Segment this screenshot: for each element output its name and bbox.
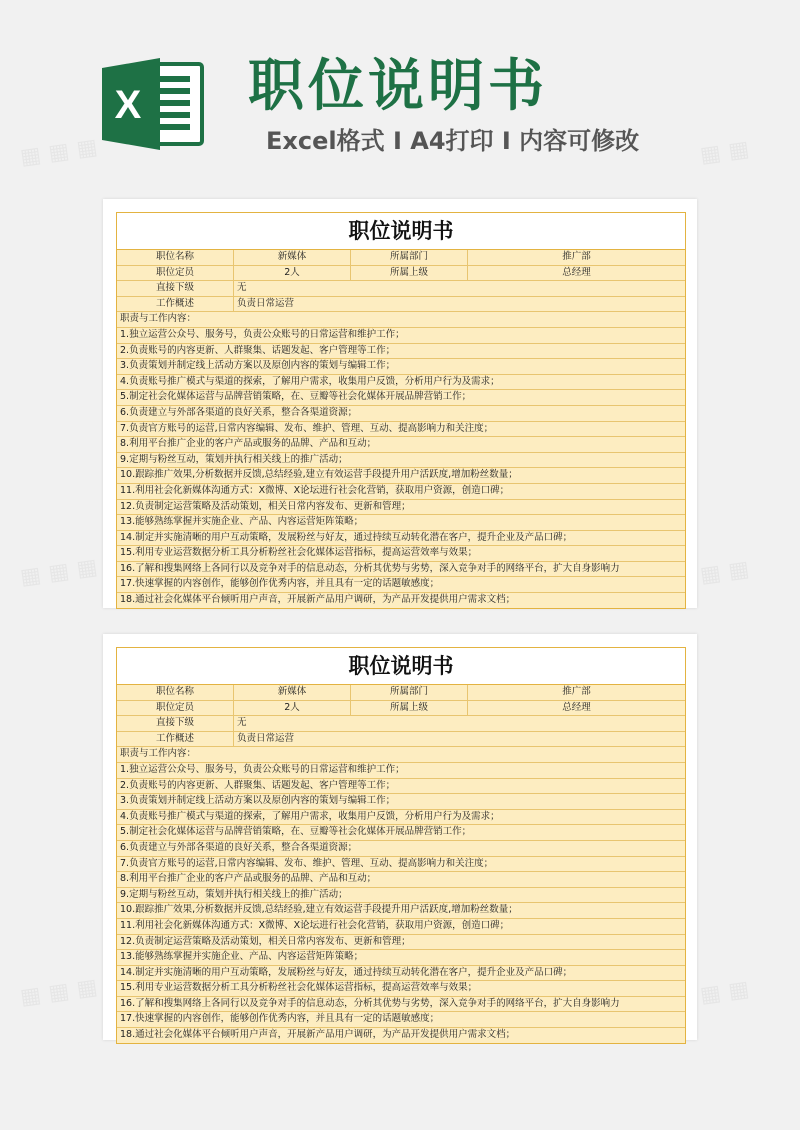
duty-text: 12.负责制定运营策略及活动策划，相关日常内容发布、更新和管理； xyxy=(120,500,411,512)
value-subordinate: 无 xyxy=(237,282,247,294)
sheet-preview-2 xyxy=(103,634,697,1040)
duty-text: 4.负责账号推广模式与渠道的探索，了解用户需求，收集用户反馈，分析用户行为及需求； xyxy=(120,375,500,387)
value-superior: 总经理 xyxy=(562,701,591,713)
duty-row xyxy=(117,763,685,779)
table-row xyxy=(117,716,685,732)
duty-row xyxy=(117,950,685,966)
duty-text: 1.独立运营公众号、服务号，负责公众账号的日常运营和维护工作； xyxy=(120,328,405,340)
duty-text: 9.定期与粉丝互动，策划并执行相关线上的推广活动； xyxy=(120,888,348,900)
duty-text: 17.快速掌握的内容创作，能够创作优秀内容，并且具有一定的话题敏感度； xyxy=(120,578,440,590)
excel-logo-icon xyxy=(102,56,206,152)
duty-text: 7.负责官方账号的运营,日常内容编辑、发布、维护、管理、互动、提高影响力和关注度； xyxy=(120,857,494,869)
duty-row xyxy=(117,825,685,841)
duty-text: 5.制定社会化媒体运营与品牌营销策略，在、豆瓣等社会化媒体开展品牌营销工作； xyxy=(120,826,472,838)
label-position-count: 职位定员 xyxy=(117,701,234,716)
duty-text: 1.独立运营公众号、服务号，负责公众账号的日常运营和维护工作； xyxy=(120,763,405,775)
duty-row xyxy=(117,903,685,919)
duty-text: 17.快速掌握的内容创作，能够创作优秀内容，并且具有一定的话题敏感度； xyxy=(120,1013,440,1025)
logo-letter: X xyxy=(114,83,142,127)
label-position-name: 职位名称 xyxy=(117,250,234,265)
duty-row xyxy=(117,981,685,997)
duty-row xyxy=(117,468,685,484)
table-row xyxy=(117,732,685,748)
label-overview: 工作概述 xyxy=(117,732,234,747)
value-overview: 负责日常运营 xyxy=(237,297,295,309)
duty-row xyxy=(117,546,685,562)
duty-row xyxy=(117,841,685,857)
duty-row xyxy=(117,359,685,375)
table-row xyxy=(117,685,685,701)
table-row xyxy=(117,701,685,717)
label-position-count: 职位定员 xyxy=(117,266,234,281)
duty-row xyxy=(117,437,685,453)
table-row xyxy=(117,281,685,297)
duty-row xyxy=(117,406,685,422)
duties-list-1 xyxy=(117,328,685,608)
value-subordinate: 无 xyxy=(237,717,247,729)
duty-text: 8.利用平台推广企业的客户产品或服务的品牌、产品和互动； xyxy=(120,438,377,450)
duty-text: 4.负责账号推广模式与渠道的探索，了解用户需求，收集用户反馈，分析用户行为及需求； xyxy=(120,810,500,822)
duty-text: 7.负责官方账号的运营,日常内容编辑、发布、维护、管理、互动、提高影响力和关注度； xyxy=(120,422,494,434)
table-row xyxy=(117,747,685,763)
table-row xyxy=(117,297,685,313)
watermark xyxy=(698,557,750,589)
duty-row xyxy=(117,810,685,826)
duty-text: 11.利用社会化新媒体沟通方式：X微博、X论坛进行社会化营销，获取用户资源，创造口碑； xyxy=(120,919,510,931)
duty-text: 12.负责制定运营策略及活动策划，相关日常内容发布、更新和管理； xyxy=(120,935,411,947)
table-row xyxy=(117,266,685,282)
duty-text: 15.利用专业运营数据分析工具分析粉丝社会化媒体运营指标，提高运营效率与效果； xyxy=(120,547,478,559)
value-position-name: 新媒体 xyxy=(234,685,351,700)
duty-row xyxy=(117,919,685,935)
label-overview: 工作概述 xyxy=(117,297,234,312)
duty-row xyxy=(117,562,685,578)
duty-row xyxy=(117,453,685,469)
duty-row xyxy=(117,422,685,438)
duties-list-2 xyxy=(117,763,685,1043)
duty-row xyxy=(117,328,685,344)
duty-row xyxy=(117,593,685,608)
duty-text: 8.利用平台推广企业的客户产品或服务的品牌、产品和互动； xyxy=(120,873,377,885)
duty-text: 3.负责策划并制定线上活动方案以及原创内容的策划与编辑工作； xyxy=(120,795,396,807)
banner-subtitle: Excel格式 I A4打印 I 内容可修改 xyxy=(266,127,640,155)
header-banner xyxy=(0,0,800,190)
label-superior: 所属上级 xyxy=(351,266,468,281)
sheet-preview-1 xyxy=(103,199,697,608)
duty-row xyxy=(117,515,685,531)
duty-row xyxy=(117,857,685,873)
banner-title: 职位说明书 xyxy=(248,54,548,119)
table-row xyxy=(117,250,685,266)
duty-row xyxy=(117,484,685,500)
duty-text: 14.制定并实施清晰的用户互动策略，发展粉丝与好友，通过持续互动转化潜在客户，提升企业及产品口碑； xyxy=(120,531,573,543)
label-subordinate: 直接下级 xyxy=(117,281,234,296)
watermark xyxy=(19,975,99,1011)
label-duties: 职责与工作内容： xyxy=(120,313,197,325)
doc-title: 职位说明书 xyxy=(117,213,685,250)
duty-text: 18.通过社会化媒体平台倾听用户声音，开展新产品用户调研，为产品开发提供用户需求文档； xyxy=(120,594,516,606)
label-dept: 所属部门 xyxy=(351,685,468,700)
duty-row xyxy=(117,1028,685,1043)
duty-text: 14.制定并实施清晰的用户互动策略，发展粉丝与好友，通过持续互动转化潜在客户，提升企业及产品口碑； xyxy=(120,966,573,978)
duty-text: 6.负责建立与外部各渠道的良好关系，整合各渠道资源； xyxy=(120,406,358,418)
duty-text: 9.定期与粉丝互动，策划并执行相关线上的推广活动； xyxy=(120,453,348,465)
duty-text: 11.利用社会化新媒体沟通方式：X微博、X论坛进行社会化营销，获取用户资源，创造口碑； xyxy=(120,484,510,496)
duty-text: 10.跟踪推广效果,分析数据并反馈,总结经验,建立有效运营手段提升用户活跃度,增加粉丝数量； xyxy=(120,469,518,481)
label-superior: 所属上级 xyxy=(351,701,468,716)
value-dept: 推广部 xyxy=(562,251,591,262)
duty-text: 15.利用专业运营数据分析工具分析粉丝社会化媒体运营指标，提高运营效率与效果； xyxy=(120,982,478,994)
duty-row xyxy=(117,375,685,391)
duty-text: 18.通过社会化媒体平台倾听用户声音，开展新产品用户调研，为产品开发提供用户需求文档； xyxy=(120,1029,516,1041)
duty-row xyxy=(117,344,685,360)
duty-row xyxy=(117,794,685,810)
watermark xyxy=(698,977,750,1009)
job-description-table xyxy=(116,212,686,609)
value-position-count: 2人 xyxy=(234,701,351,716)
duty-text: 2.负责账号的内容更新、人群聚集、话题发起、客户管理等工作； xyxy=(120,344,396,356)
job-description-table xyxy=(116,647,686,1044)
watermark xyxy=(19,555,99,591)
duty-text: 2.负责账号的内容更新、人群聚集、话题发起、客户管理等工作； xyxy=(120,779,396,791)
duty-text: 13.能够熟练掌握并实施企业、产品、内容运营矩阵策略； xyxy=(120,516,364,528)
duty-text: 3.负责策划并制定线上活动方案以及原创内容的策划与编辑工作； xyxy=(120,360,396,372)
value-overview: 负责日常运营 xyxy=(237,732,295,744)
duty-row xyxy=(117,966,685,982)
duty-row xyxy=(117,1012,685,1028)
label-duties: 职责与工作内容： xyxy=(120,748,197,760)
table-row xyxy=(117,312,685,328)
duty-row xyxy=(117,888,685,904)
duty-row xyxy=(117,500,685,516)
duty-text: 13.能够熟练掌握并实施企业、产品、内容运营矩阵策略； xyxy=(120,951,364,963)
value-superior: 总经理 xyxy=(562,266,591,278)
label-dept: 所属部门 xyxy=(351,250,468,265)
duty-row xyxy=(117,531,685,547)
duty-text: 16.了解和搜集网络上各同行以及竞争对手的信息动态，分析其优势与劣势，深入竞争对手的网络平台，扩大自身影响力 xyxy=(120,997,620,1009)
label-position-name: 职位名称 xyxy=(117,685,234,700)
value-position-count: 2人 xyxy=(234,266,351,281)
duty-text: 10.跟踪推广效果,分析数据并反馈,总结经验,建立有效运营手段提升用户活跃度,增加粉丝数量； xyxy=(120,904,518,916)
duty-text: 5.制定社会化媒体运营与品牌营销策略，在、豆瓣等社会化媒体开展品牌营销工作； xyxy=(120,391,472,403)
duty-row xyxy=(117,997,685,1013)
duty-row xyxy=(117,390,685,406)
value-position-name: 新媒体 xyxy=(234,250,351,265)
label-subordinate: 直接下级 xyxy=(117,716,234,731)
duty-text: 16.了解和搜集网络上各同行以及竞争对手的信息动态，分析其优势与劣势，深入竞争对手的网络平台，扩大自身影响力 xyxy=(120,562,620,574)
duty-row xyxy=(117,872,685,888)
duty-row xyxy=(117,779,685,795)
doc-title: 职位说明书 xyxy=(117,648,685,685)
duty-text: 6.负责建立与外部各渠道的良好关系，整合各渠道资源； xyxy=(120,841,358,853)
value-dept: 推广部 xyxy=(562,686,591,697)
duty-row xyxy=(117,935,685,951)
duty-row xyxy=(117,577,685,593)
